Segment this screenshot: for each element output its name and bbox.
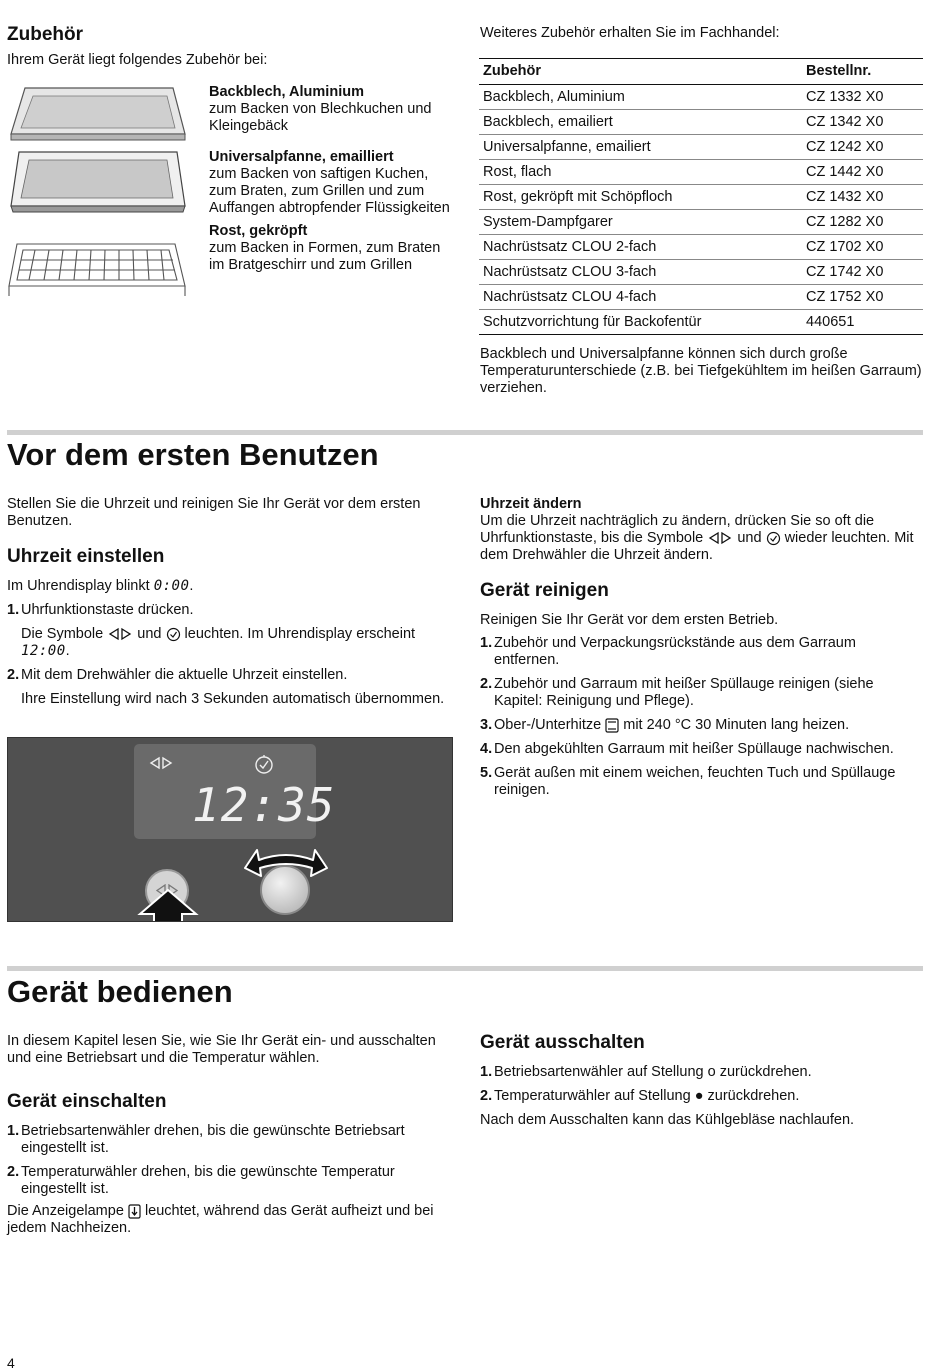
change-time-title: Uhrzeit ändern <box>480 496 582 512</box>
clock-function-icon <box>107 627 133 641</box>
accessory-cell: Nachrüstsatz CLOU 3-fach <box>479 260 802 285</box>
accessories-intro: Ihrem Gerät liegt folgendes Zubehör bei: <box>7 52 268 68</box>
table-row <box>479 160 923 185</box>
accessory-name: Backblech, Aluminium <box>209 84 364 100</box>
accessory-cell: Universalpfanne, emailiert <box>479 135 802 160</box>
accessory-desc: zum Backen von saftigen Kuchen, zum Braten, zum Grillen und zum Auffangen abtropfender Flüssigkeiten <box>209 166 450 216</box>
accessory-table <box>479 58 923 335</box>
blink-line: Im Uhrendisplay blinkt 0:00. <box>7 578 194 594</box>
accessory-cell: System-Dampfgarer <box>479 210 802 235</box>
change-time-text-b: und <box>737 530 762 546</box>
accessories-note: Backblech und Universalpfanne können sich durch große Temperaturunterschiede (z.B. bei Tiefgekühltem im heißen Garraum) verziehen. <box>480 346 922 396</box>
step-text: Temperaturwähler drehen, bis die gewünschte Temperatur eingestellt ist. <box>21 1164 395 1197</box>
switch-on-title: Gerät einschalten <box>7 1091 167 1112</box>
order-number-cell: CZ 1702 X0 <box>802 235 923 260</box>
step-item: 1. Betriebsartenwähler drehen, bis die gewünschte Betriebsart eingestellt ist. <box>7 1123 405 1156</box>
accessory-illustrations <box>5 84 191 304</box>
clock-icon <box>166 627 181 642</box>
table-header-row <box>479 59 923 85</box>
step-text: Uhrfunktionstaste drücken. <box>21 602 194 618</box>
blink-value: 0:00 <box>153 578 190 594</box>
step-text: Zubehör und Verpackungsrückstände aus dem Garraum entfernen. <box>494 635 856 668</box>
clock-function-icon <box>707 531 733 545</box>
result-value: 12:00 <box>21 643 66 659</box>
table-row <box>479 285 923 310</box>
step-text: Zubehör und Garraum mit heißer Spüllauge reinigen (siehe Kapitel: Reinigung und Pflege). <box>494 676 874 709</box>
order-number-cell: CZ 1742 X0 <box>802 260 923 285</box>
table-row <box>479 110 923 135</box>
operate-title: Gerät bedienen <box>7 974 233 1009</box>
col-header-accessory: Zubehör <box>479 59 802 85</box>
accessory-cell: Backblech, Aluminium <box>479 85 802 110</box>
step-text: Betriebsartenwähler drehen, bis die gewünschte Betriebsart eingestellt ist. <box>21 1123 405 1156</box>
blink-text: Im Uhrendisplay blinkt <box>7 578 150 594</box>
accessory-list <box>209 84 454 280</box>
clock-icon <box>766 531 781 546</box>
more-accessories-intro: Weiteres Zubehör erhalten Sie im Fachhandel: <box>480 25 780 41</box>
step-item: 5. Gerät außen mit einem weichen, feuchten Tuch und Spüllauge reinigen. <box>480 765 896 798</box>
accessories-title: Zubehör <box>7 24 83 45</box>
step-item: 4. Den abgekühlten Garraum mit heißer Spüllauge nachwischen. <box>480 741 894 757</box>
table-row <box>479 135 923 160</box>
result-text: Die Symbole <box>21 626 104 642</box>
step-prefix: Ober-/Unterhitze <box>494 717 602 733</box>
table-row <box>479 210 923 235</box>
top-bottom-heat-icon <box>605 718 619 733</box>
step-text: Gerät außen mit einem weichen, feuchten Tuch und Spüllauge reinigen. <box>494 765 896 798</box>
step-item: 2. Zubehör und Garraum mit heißer Spüllauge reinigen (siehe Kapitel: Reinigung und Pflege). <box>480 676 874 709</box>
change-time-text-a: Um die Uhrzeit nachträglich zu ändern, drücken Sie so oft die Uhrfunktionstaste, bis die Symbole <box>480 513 875 546</box>
accessory-desc: zum Backen in Formen, zum Braten im Bratgeschirr und zum Grillen <box>209 240 441 273</box>
order-number-cell: CZ 1242 X0 <box>802 135 923 160</box>
step-text: Mit dem Drehwähler die aktuelle Uhrzeit einstellen. <box>21 667 348 683</box>
switch-on-steps <box>7 1123 452 1237</box>
table-row <box>479 185 923 210</box>
step-text: Betriebsartenwähler auf Stellung <box>494 1064 704 1080</box>
set-time-steps <box>7 602 452 715</box>
accessory-cell: Rost, gekröpft mit Schöpfloch <box>479 185 802 210</box>
step-text: zurückdrehen. <box>719 1064 812 1080</box>
step-item: 1. Zubehör und Verpackungsrückstände aus dem Garraum entfernen. <box>480 635 856 668</box>
clean-steps <box>480 635 923 806</box>
set-time-title: Uhrzeit einstellen <box>7 546 165 567</box>
clock-function-icon <box>148 756 174 770</box>
lamp-text-a: Die Anzeigelampe <box>7 1203 124 1219</box>
accessory-name: Universalpfanne, emailliert <box>209 149 394 165</box>
switch-off-steps <box>480 1064 923 1129</box>
universal-pan-illustration <box>11 152 185 212</box>
table-row <box>479 235 923 260</box>
clean-title: Gerät reinigen <box>480 580 609 601</box>
order-number-cell: CZ 1442 X0 <box>802 160 923 185</box>
step-item: 2. Mit dem Drehwähler die aktuelle Uhrzeit einstellen. <box>7 667 348 683</box>
order-number-cell: 440651 <box>802 310 923 335</box>
page-number: 4 <box>7 1355 15 1371</box>
order-number-cell: CZ 1282 X0 <box>802 210 923 235</box>
accessory-name: Rost, gekröpft <box>209 223 308 239</box>
clock-icon <box>254 754 274 774</box>
accessory-item <box>209 149 454 217</box>
order-number-cell: CZ 1342 X0 <box>802 110 923 135</box>
step-item: 3. Ober-/Unterhitze mit 240 °C 30 Minuten lang heizen. <box>480 717 850 733</box>
accessory-cell: Rost, flach <box>479 160 802 185</box>
rotary-knob[interactable] <box>260 865 310 915</box>
step-item: 2. Temperaturwähler auf Stellung ● zurückdrehen. <box>480 1088 800 1104</box>
press-arrow-icon <box>136 888 200 922</box>
first-use-title: Vor dem ersten Benutzen <box>7 437 379 472</box>
step-result: Die Symbole und leuchten. Im Uhrendisplay erscheint 12:00. <box>21 626 416 659</box>
change-time-text <box>480 513 920 564</box>
accessory-desc: zum Backen von Blechkuchen und Kleingebäck <box>209 101 432 134</box>
table-row <box>479 310 923 335</box>
step-result: Ihre Einstellung wird nach 3 Sekunden automatisch übernommen. <box>21 691 445 707</box>
after-switch-off-text: Nach dem Ausschalten kann das Kühlgebläse nachlaufen. <box>480 1112 855 1128</box>
clock-display <box>134 744 336 839</box>
order-number-cell: CZ 1332 X0 <box>802 85 923 110</box>
result-text: und <box>137 626 162 642</box>
wire-rack-illustration <box>9 244 185 296</box>
first-use-intro: Stellen Sie die Uhrzeit und reinigen Sie Ihr Gerät vor dem ersten Benutzen. <box>7 496 421 529</box>
col-header-order-number: Bestellnr. <box>802 59 923 85</box>
step-item: 2. Temperaturwähler drehen, bis die gewünschte Temperatur eingestellt ist. <box>7 1164 395 1197</box>
clean-intro: Reinigen Sie Ihr Gerät vor dem ersten Betrieb. <box>480 612 779 628</box>
step-item: 1. Uhrfunktionstaste drücken. <box>7 602 194 618</box>
heating-indicator-icon <box>128 1204 141 1219</box>
lamp-text <box>7 1203 452 1237</box>
table-row <box>479 260 923 285</box>
section-divider <box>7 430 923 435</box>
accessory-cell: Nachrüstsatz CLOU 2-fach <box>479 235 802 260</box>
step-item: 1. Betriebsartenwähler auf Stellung o zurückdrehen. <box>480 1064 812 1080</box>
lamp-text-b: leuchtet, während das Gerät aufheizt und bei jedem Nachheizen. <box>7 1203 434 1236</box>
step-text: zurückdrehen. <box>707 1088 800 1104</box>
accessory-cell: Nachrüstsatz CLOU 4-fach <box>479 285 802 310</box>
step-text: Den abgekühlten Garraum mit heißer Spüllauge nachwischen. <box>494 741 894 757</box>
control-panel-illustration <box>7 737 453 922</box>
operate-intro: In diesem Kapitel lesen Sie, wie Sie Ihr Gerät ein- und ausschalten und eine Betriebsart und die Temperatur wählen. <box>7 1033 436 1066</box>
accessory-item <box>209 84 454 135</box>
accessory-cell: Schutzvorrichtung für Backofentür <box>479 310 802 335</box>
order-number-cell: CZ 1752 X0 <box>802 285 923 310</box>
off-position-symbol: o <box>707 1064 716 1080</box>
result-text: leuchten. Im Uhrendisplay erscheint <box>184 626 416 642</box>
switch-off-title: Gerät ausschalten <box>480 1032 645 1053</box>
clock-display-time: 12:35 <box>192 778 336 832</box>
step-text: Temperaturwähler auf Stellung <box>494 1088 691 1104</box>
change-time-text-c: wieder leuchten. Mit dem Drehwähler die Uhrzeit ändern. <box>480 530 914 563</box>
accessory-cell: Backblech, emailiert <box>479 110 802 135</box>
accessory-item <box>209 223 454 274</box>
table-row <box>479 85 923 110</box>
order-number-cell: CZ 1432 X0 <box>802 185 923 210</box>
baking-tray-illustration <box>11 88 185 140</box>
step-text: mit 240 °C 30 Minuten lang heizen. <box>623 717 850 733</box>
section-divider <box>7 966 923 971</box>
off-position-symbol: ● <box>694 1088 704 1104</box>
